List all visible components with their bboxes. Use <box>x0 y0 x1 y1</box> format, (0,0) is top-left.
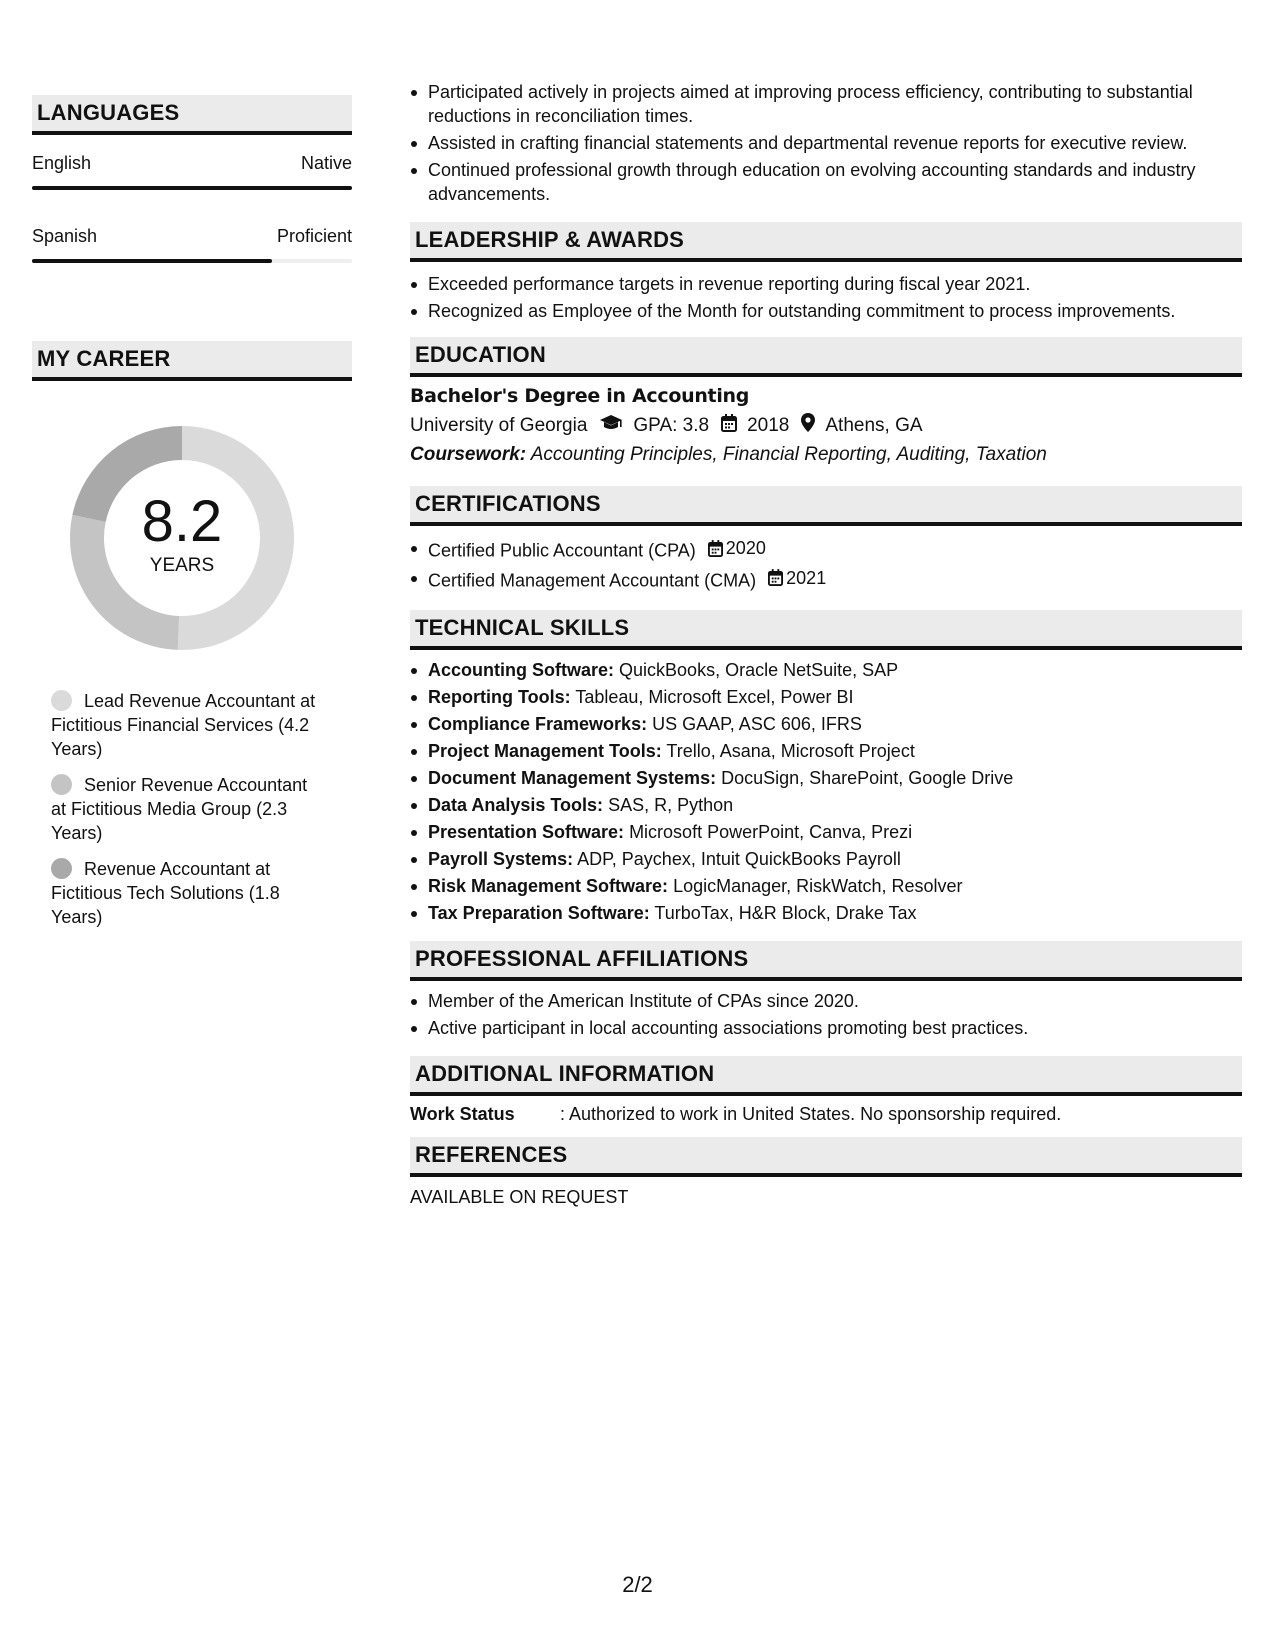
skill-value: Trello, Asana, Microsoft Project <box>666 741 915 761</box>
graduation-cap-icon <box>599 414 623 438</box>
coursework-label: Coursework: <box>410 444 527 465</box>
main-column <box>410 80 1242 1208</box>
language-bar <box>32 186 352 190</box>
legend-label: Lead Revenue Accountant at Fictitious Financial Services (4.2 Years) <box>51 691 316 759</box>
list-item <box>410 901 1242 925</box>
skill-label: Accounting Software: <box>428 660 615 680</box>
skill-value: Microsoft PowerPoint, Canva, Prezi <box>629 822 913 842</box>
skill-label: Payroll Systems: <box>428 849 574 869</box>
skill-value: US GAAP, ASC 606, IFRS <box>652 714 862 734</box>
legend-dot-icon <box>51 690 72 711</box>
skill-label: Reporting Tools: <box>428 687 571 707</box>
cert-name: Certified Management Accountant (CMA) <box>428 570 757 590</box>
skill-label: Presentation Software: <box>428 822 625 842</box>
skill-value: DocuSign, SharePoint, Google Drive <box>721 768 1014 788</box>
list-item <box>410 712 1242 736</box>
section-heading: EDUCATION <box>410 337 1242 377</box>
legend-dot-icon <box>51 774 72 795</box>
calendar-icon <box>708 540 723 557</box>
language-name: Spanish <box>32 226 98 246</box>
skill-value: Tableau, Microsoft Excel, Power BI <box>575 687 854 707</box>
sidebar <box>32 95 352 941</box>
language-item <box>32 226 352 263</box>
degree-title: Bachelor's Degree in Accounting <box>410 385 750 407</box>
skill-value: SAS, R, Python <box>608 795 734 815</box>
skill-label: Tax Preparation Software: <box>428 903 650 923</box>
section-heading: REFERENCES <box>410 1137 1242 1177</box>
career-legend-item <box>51 773 322 845</box>
list-item <box>410 566 1242 593</box>
career-heading: MY CAREER <box>32 341 352 381</box>
skill-label: Data Analysis Tools: <box>428 795 604 815</box>
list-item: Exceeded performance targets in revenue reporting during fiscal year 2021. <box>410 272 1242 296</box>
list-item <box>410 658 1242 682</box>
page-number: 2/2 <box>622 1572 653 1597</box>
list-item <box>410 820 1242 844</box>
section-heading: CERTIFICATIONS <box>410 486 1242 526</box>
legend-label: Senior Revenue Accountant at Fictitious Media Group (2.3 Years) <box>51 775 308 843</box>
list-item <box>410 766 1242 790</box>
cert-year: 2021 <box>786 567 827 588</box>
coursework-list: Accounting Principles, Financial Reporting, Auditing, Taxation <box>530 444 1047 465</box>
language-level: Native <box>300 153 352 173</box>
language-item <box>32 153 352 190</box>
list-item <box>410 536 1242 563</box>
list-item: Active participant in local accounting associations promoting best practices. <box>410 1016 1242 1040</box>
list-item: Assisted in crafting financial statements and departmental revenue reports for executive review. <box>410 131 1242 155</box>
list-item <box>410 793 1242 817</box>
language-bar <box>32 259 352 263</box>
section-heading: TECHNICAL SKILLS <box>410 610 1242 650</box>
language-level: Proficient <box>276 226 352 246</box>
work-status-value: : Authorized to work in United States. No sponsorship required. <box>560 1104 1062 1124</box>
skill-value: QuickBooks, Oracle NetSuite, SAP <box>619 660 899 680</box>
certifications-section <box>410 486 1242 592</box>
career-donut-chart <box>67 423 297 653</box>
list-item <box>410 739 1242 763</box>
language-bar-fill <box>32 186 352 190</box>
career-total-years: 8.2 <box>141 489 223 554</box>
graduation-year: 2018 <box>747 414 790 436</box>
skill-value: ADP, Paychex, Intuit QuickBooks Payroll <box>577 849 901 869</box>
list-item: Participated actively in projects aimed at improving process efficiency, contributing to substantial reductions in reconciliation times. <box>410 80 1242 128</box>
calendar-icon <box>768 569 783 586</box>
location-pin-icon <box>801 413 815 438</box>
section-heading: ADDITIONAL INFORMATION <box>410 1056 1242 1096</box>
school-name: University of Georgia <box>410 414 588 436</box>
legend-label: Revenue Accountant at Fictitious Tech Solutions (1.8 Years) <box>51 859 280 927</box>
skill-value: TurboTax, H&R Block, Drake Tax <box>654 903 917 923</box>
section-heading: LEADERSHIP & AWARDS <box>410 222 1242 262</box>
references-text: AVAILABLE ON REQUEST <box>410 1187 629 1207</box>
education-section <box>410 337 1242 466</box>
list-item <box>410 874 1242 898</box>
list-item: Recognized as Employee of the Month for outstanding commitment to process improvements. <box>410 299 1242 323</box>
legend-dot-icon <box>51 858 72 879</box>
languages-heading: LANGUAGES <box>32 95 352 135</box>
calendar-icon <box>721 414 737 438</box>
additional-info-section <box>410 1056 1242 1125</box>
skill-value: LogicManager, RiskWatch, Resolver <box>673 876 963 896</box>
skill-label: Project Management Tools: <box>428 741 662 761</box>
language-name: English <box>32 153 92 173</box>
language-bar-fill <box>32 259 272 263</box>
career-legend <box>32 689 322 929</box>
career-legend-item <box>51 689 322 761</box>
work-status-label: Work Status <box>410 1104 515 1124</box>
career-legend-item <box>51 857 322 929</box>
career-years-unit: YEARS <box>149 555 215 576</box>
affiliations-section <box>410 941 1242 1040</box>
skill-label: Risk Management Software: <box>428 876 669 896</box>
cert-name: Certified Public Accountant (CPA) <box>428 540 696 561</box>
cert-year: 2020 <box>725 538 766 558</box>
list-item: Continued professional growth through education on evolving accounting standards and industry advancements. <box>410 158 1242 206</box>
skill-label: Document Management Systems: <box>428 768 717 788</box>
leadership-section <box>410 222 1242 323</box>
section-heading: PROFESSIONAL AFFILIATIONS <box>410 941 1242 981</box>
skills-section <box>410 610 1242 925</box>
list-item <box>410 847 1242 871</box>
gpa: GPA: 3.8 <box>633 414 710 436</box>
school-location: Athens, GA <box>825 414 923 436</box>
skill-label: Compliance Frameworks: <box>428 714 648 734</box>
experience-bullets <box>410 80 1242 206</box>
list-item <box>410 685 1242 709</box>
list-item: Member of the American Institute of CPAs since 2020. <box>410 989 1242 1013</box>
references-section <box>410 1137 1242 1208</box>
